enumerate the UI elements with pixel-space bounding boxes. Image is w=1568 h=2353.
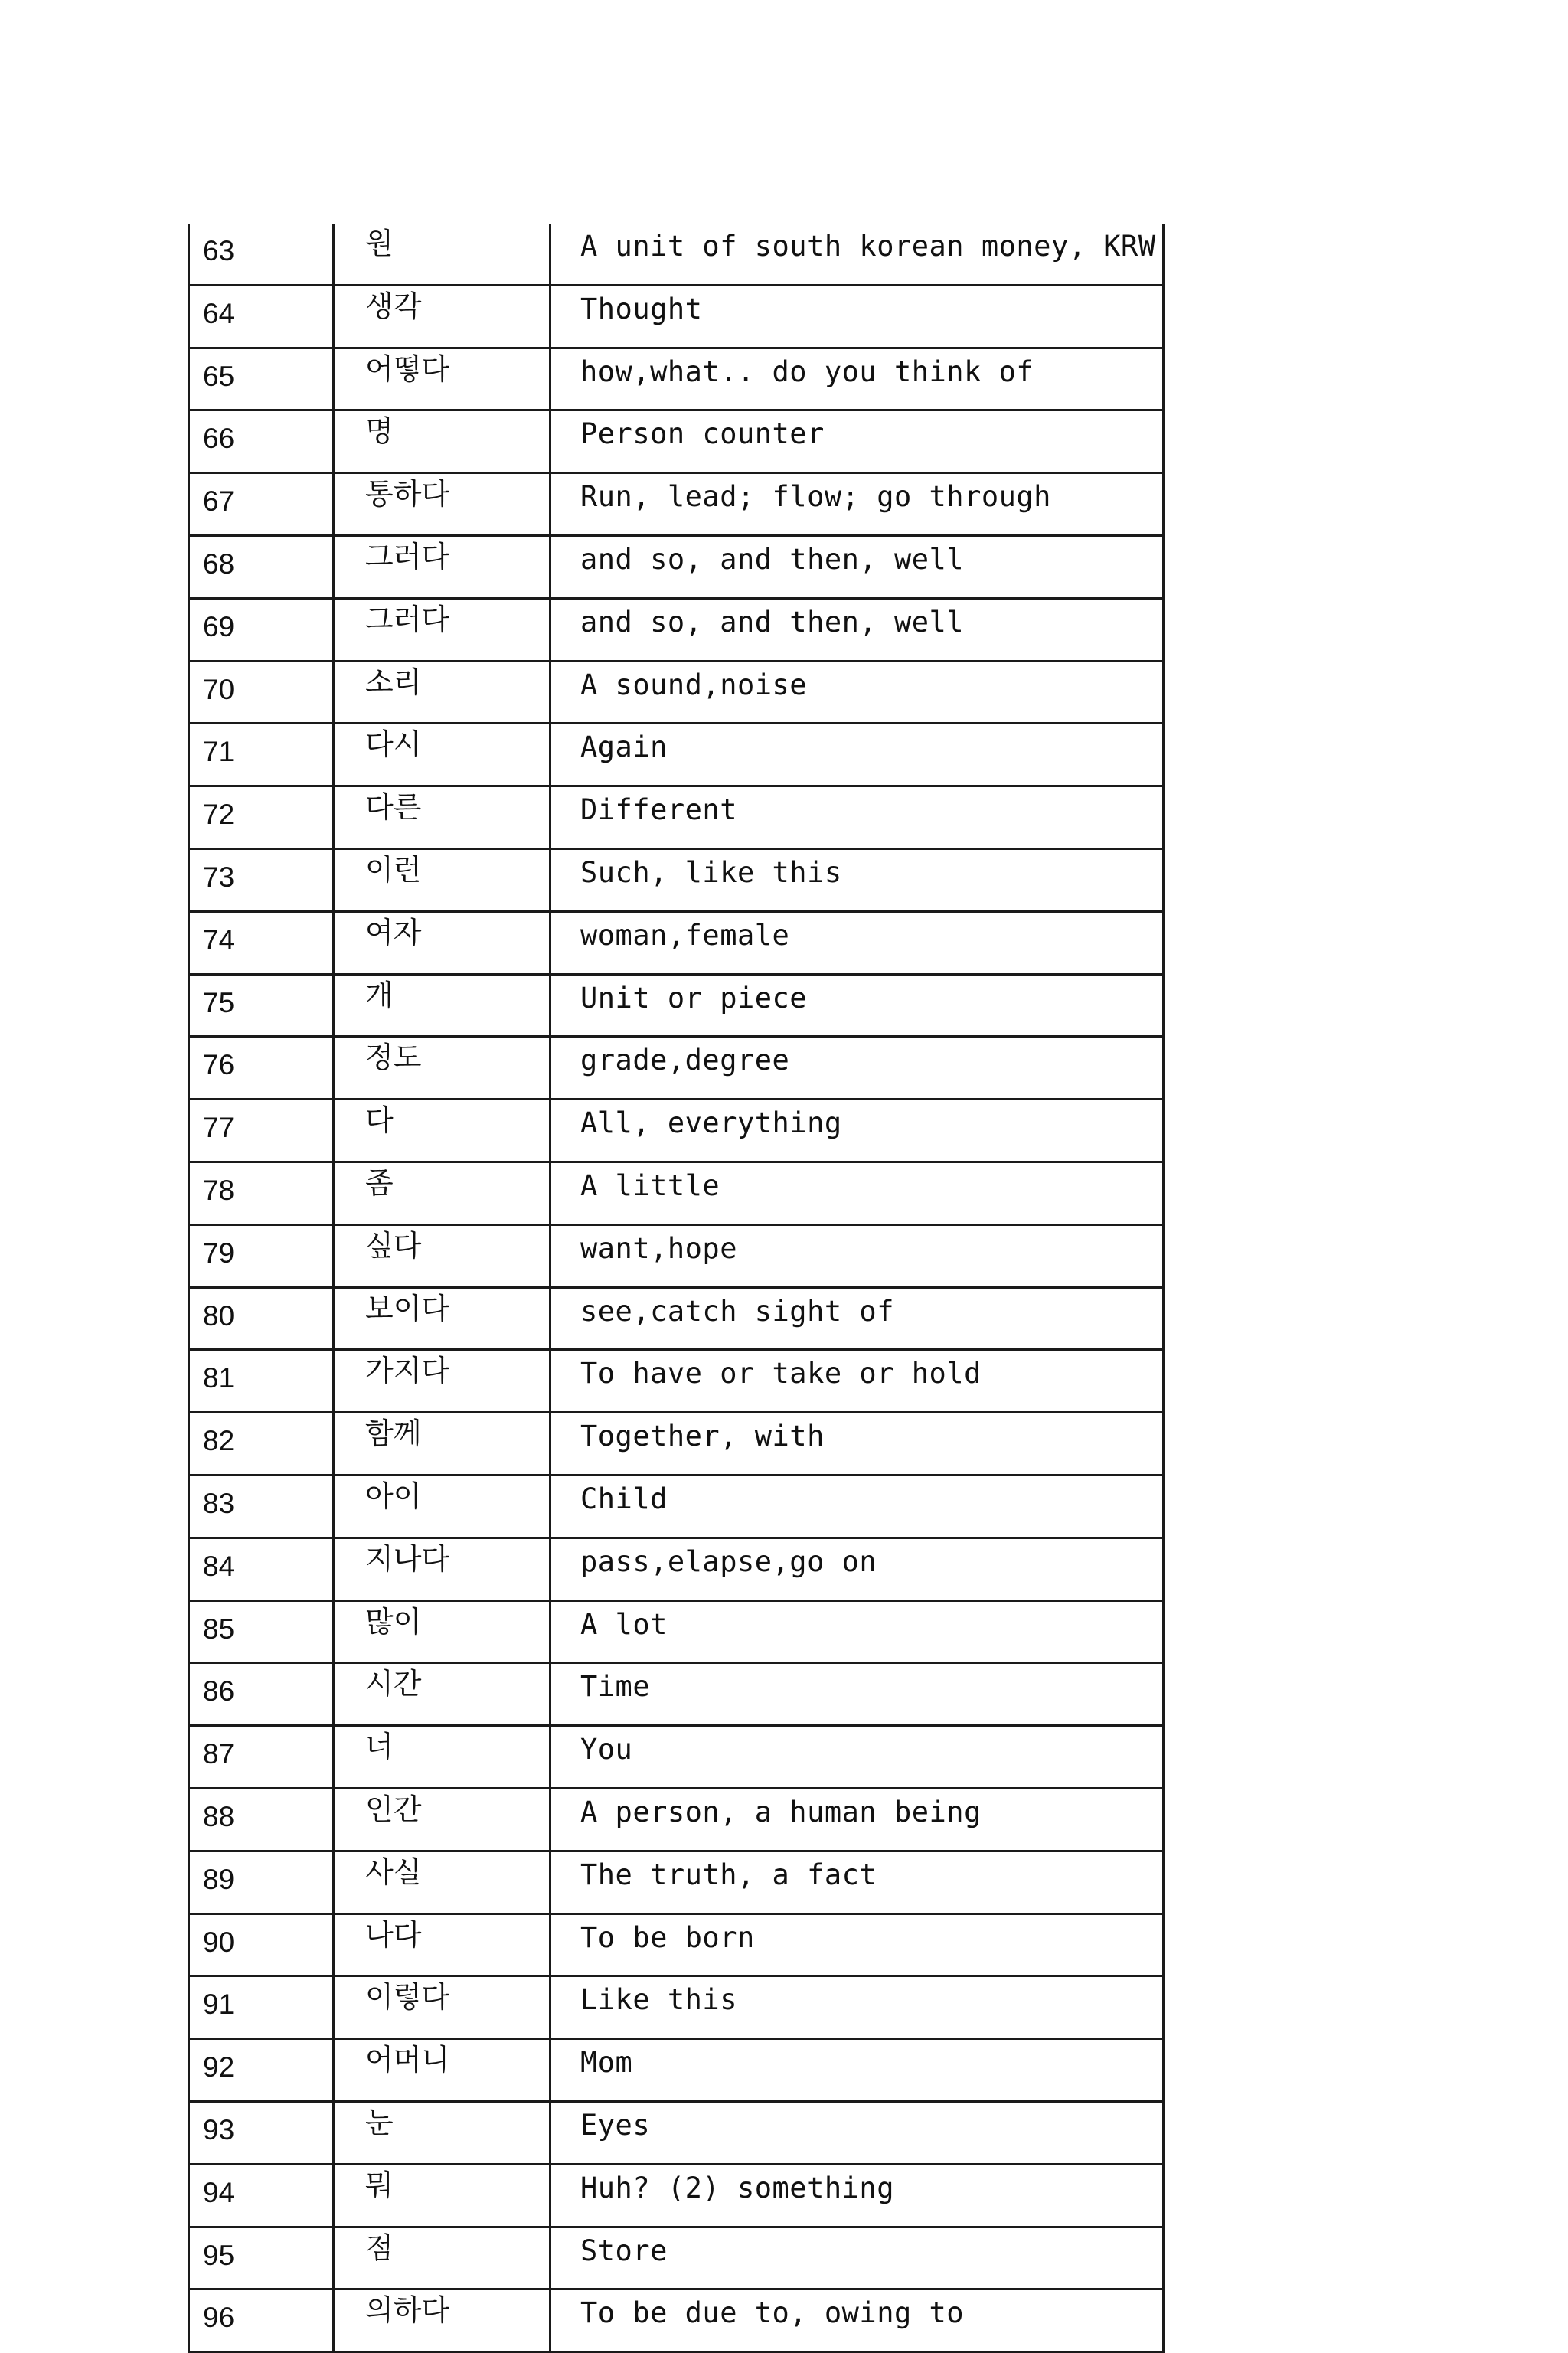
table-row — [189, 1037, 1164, 1100]
english-meaning: Such, like this — [550, 848, 1164, 911]
english-meaning: Like this — [550, 1976, 1164, 2039]
table-row — [189, 1100, 1164, 1162]
korean-word: 점 — [334, 2227, 550, 2289]
row-number: 83 — [189, 1475, 334, 1538]
english-meaning: Different — [550, 786, 1164, 849]
english-meaning: Together, with — [550, 1413, 1164, 1476]
english-meaning: To have or take or hold — [550, 1350, 1164, 1413]
english-meaning: All, everything — [550, 1100, 1164, 1162]
korean-word: 명 — [334, 410, 550, 473]
english-meaning: Mom — [550, 2039, 1164, 2102]
row-number: 82 — [189, 1413, 334, 1476]
english-meaning: woman,female — [550, 911, 1164, 974]
row-number: 84 — [189, 1538, 334, 1600]
english-meaning: Unit or piece — [550, 974, 1164, 1037]
row-number: 78 — [189, 1162, 334, 1224]
english-meaning: Time — [550, 1663, 1164, 1726]
table-row — [189, 598, 1164, 661]
table-row — [189, 2101, 1164, 2164]
table-row — [189, 1224, 1164, 1287]
korean-word: 다른 — [334, 786, 550, 849]
korean-word: 원 — [334, 224, 550, 285]
row-number: 93 — [189, 2101, 334, 2164]
korean-word: 이렇다 — [334, 1976, 550, 2039]
table-row — [189, 1851, 1164, 1913]
row-number: 68 — [189, 535, 334, 598]
row-number: 67 — [189, 473, 334, 536]
row-number: 95 — [189, 2227, 334, 2289]
row-number: 75 — [189, 974, 334, 1037]
korean-word: 너 — [334, 1726, 550, 1789]
korean-word: 의하다 — [334, 2289, 550, 2352]
row-number: 90 — [189, 1913, 334, 1976]
table-row — [189, 1350, 1164, 1413]
table-row — [189, 1475, 1164, 1538]
table-row — [189, 348, 1164, 410]
row-number: 74 — [189, 911, 334, 974]
row-number: 96 — [189, 2289, 334, 2352]
table-row — [189, 410, 1164, 473]
english-meaning: A lot — [550, 1600, 1164, 1663]
english-meaning: Child — [550, 1475, 1164, 1538]
korean-word: 인간 — [334, 1788, 550, 1851]
table-row — [189, 2039, 1164, 2102]
korean-word: 생각 — [334, 285, 550, 348]
row-number: 87 — [189, 1726, 334, 1789]
korean-word: 뭐 — [334, 2164, 550, 2227]
korean-word: 보이다 — [334, 1287, 550, 1350]
korean-word: 많이 — [334, 1600, 550, 1663]
korean-word: 개 — [334, 974, 550, 1037]
korean-word: 눈 — [334, 2101, 550, 2164]
row-number: 69 — [189, 598, 334, 661]
row-number: 85 — [189, 1600, 334, 1663]
row-number: 73 — [189, 848, 334, 911]
korean-word: 어머니 — [334, 2039, 550, 2102]
english-meaning: Eyes — [550, 2101, 1164, 2164]
table-row — [189, 1287, 1164, 1350]
english-meaning: pass,elapse,go on — [550, 1538, 1164, 1600]
english-meaning: Again — [550, 724, 1164, 786]
table-row — [189, 1726, 1164, 1789]
row-number: 81 — [189, 1350, 334, 1413]
english-meaning: A sound,noise — [550, 661, 1164, 724]
korean-word: 통하다 — [334, 473, 550, 536]
table-row — [189, 2289, 1164, 2352]
english-meaning: Thought — [550, 285, 1164, 348]
table-row — [189, 848, 1164, 911]
table-row — [189, 1162, 1164, 1224]
korean-word: 여자 — [334, 911, 550, 974]
english-meaning: A little — [550, 1162, 1164, 1224]
korean-word: 지나다 — [334, 1538, 550, 1600]
english-meaning: see,catch sight of — [550, 1287, 1164, 1350]
english-meaning: A person, a human being — [550, 1788, 1164, 1851]
row-number: 91 — [189, 1976, 334, 2039]
row-number: 63 — [189, 224, 334, 285]
korean-word: 소리 — [334, 661, 550, 724]
row-number: 88 — [189, 1788, 334, 1851]
row-number: 72 — [189, 786, 334, 849]
table-row — [189, 1976, 1164, 2039]
table-row — [189, 1663, 1164, 1726]
row-number: 71 — [189, 724, 334, 786]
korean-word: 가지다 — [334, 1350, 550, 1413]
row-number: 65 — [189, 348, 334, 410]
english-meaning: Huh? (2) something — [550, 2164, 1164, 2227]
korean-word: 그러다 — [334, 535, 550, 598]
row-number: 94 — [189, 2164, 334, 2227]
english-meaning: grade,degree — [550, 1037, 1164, 1100]
english-meaning: The truth, a fact — [550, 1851, 1164, 1913]
table-row — [189, 1600, 1164, 1663]
row-number: 77 — [189, 1100, 334, 1162]
korean-word: 아이 — [334, 1475, 550, 1538]
korean-word: 시간 — [334, 1663, 550, 1726]
row-number: 89 — [189, 1851, 334, 1913]
english-meaning: Person counter — [550, 410, 1164, 473]
korean-word: 함께 — [334, 1413, 550, 1476]
korean-word: 나다 — [334, 1913, 550, 1976]
table-row — [189, 661, 1164, 724]
english-meaning: and so, and then, well — [550, 535, 1164, 598]
table-row — [189, 473, 1164, 536]
table-row — [189, 1413, 1164, 1476]
table-row — [189, 786, 1164, 849]
vocabulary-table-body — [189, 224, 1164, 2352]
korean-word: 다시 — [334, 724, 550, 786]
english-meaning: Run, lead; flow; go through — [550, 473, 1164, 536]
english-meaning: and so, and then, well — [550, 598, 1164, 661]
table-row — [189, 285, 1164, 348]
english-meaning: A unit of south korean money, KRW — [550, 224, 1164, 285]
row-number: 80 — [189, 1287, 334, 1350]
row-number: 92 — [189, 2039, 334, 2102]
english-meaning: how,what.. do you think of — [550, 348, 1164, 410]
korean-word: 싶다 — [334, 1224, 550, 1287]
korean-word: 다 — [334, 1100, 550, 1162]
english-meaning: Store — [550, 2227, 1164, 2289]
table-row — [189, 911, 1164, 974]
english-meaning: You — [550, 1726, 1164, 1789]
table-row — [189, 724, 1164, 786]
korean-word: 좀 — [334, 1162, 550, 1224]
table-row — [189, 1913, 1164, 1976]
row-number: 66 — [189, 410, 334, 473]
korean-word: 정도 — [334, 1037, 550, 1100]
korean-word: 사실 — [334, 1851, 550, 1913]
table-row — [189, 1538, 1164, 1600]
row-number: 64 — [189, 285, 334, 348]
table-row — [189, 535, 1164, 598]
row-number: 70 — [189, 661, 334, 724]
vocabulary-table — [188, 224, 1165, 2353]
english-meaning: To be born — [550, 1913, 1164, 1976]
table-row — [189, 1788, 1164, 1851]
row-number: 86 — [189, 1663, 334, 1726]
korean-word: 어떻다 — [334, 348, 550, 410]
korean-word: 그러다 — [334, 598, 550, 661]
table-row — [189, 2227, 1164, 2289]
row-number: 79 — [189, 1224, 334, 1287]
korean-word: 이런 — [334, 848, 550, 911]
english-meaning: To be due to, owing to — [550, 2289, 1164, 2352]
table-row — [189, 224, 1164, 285]
table-row — [189, 974, 1164, 1037]
english-meaning: want,hope — [550, 1224, 1164, 1287]
row-number: 76 — [189, 1037, 334, 1100]
